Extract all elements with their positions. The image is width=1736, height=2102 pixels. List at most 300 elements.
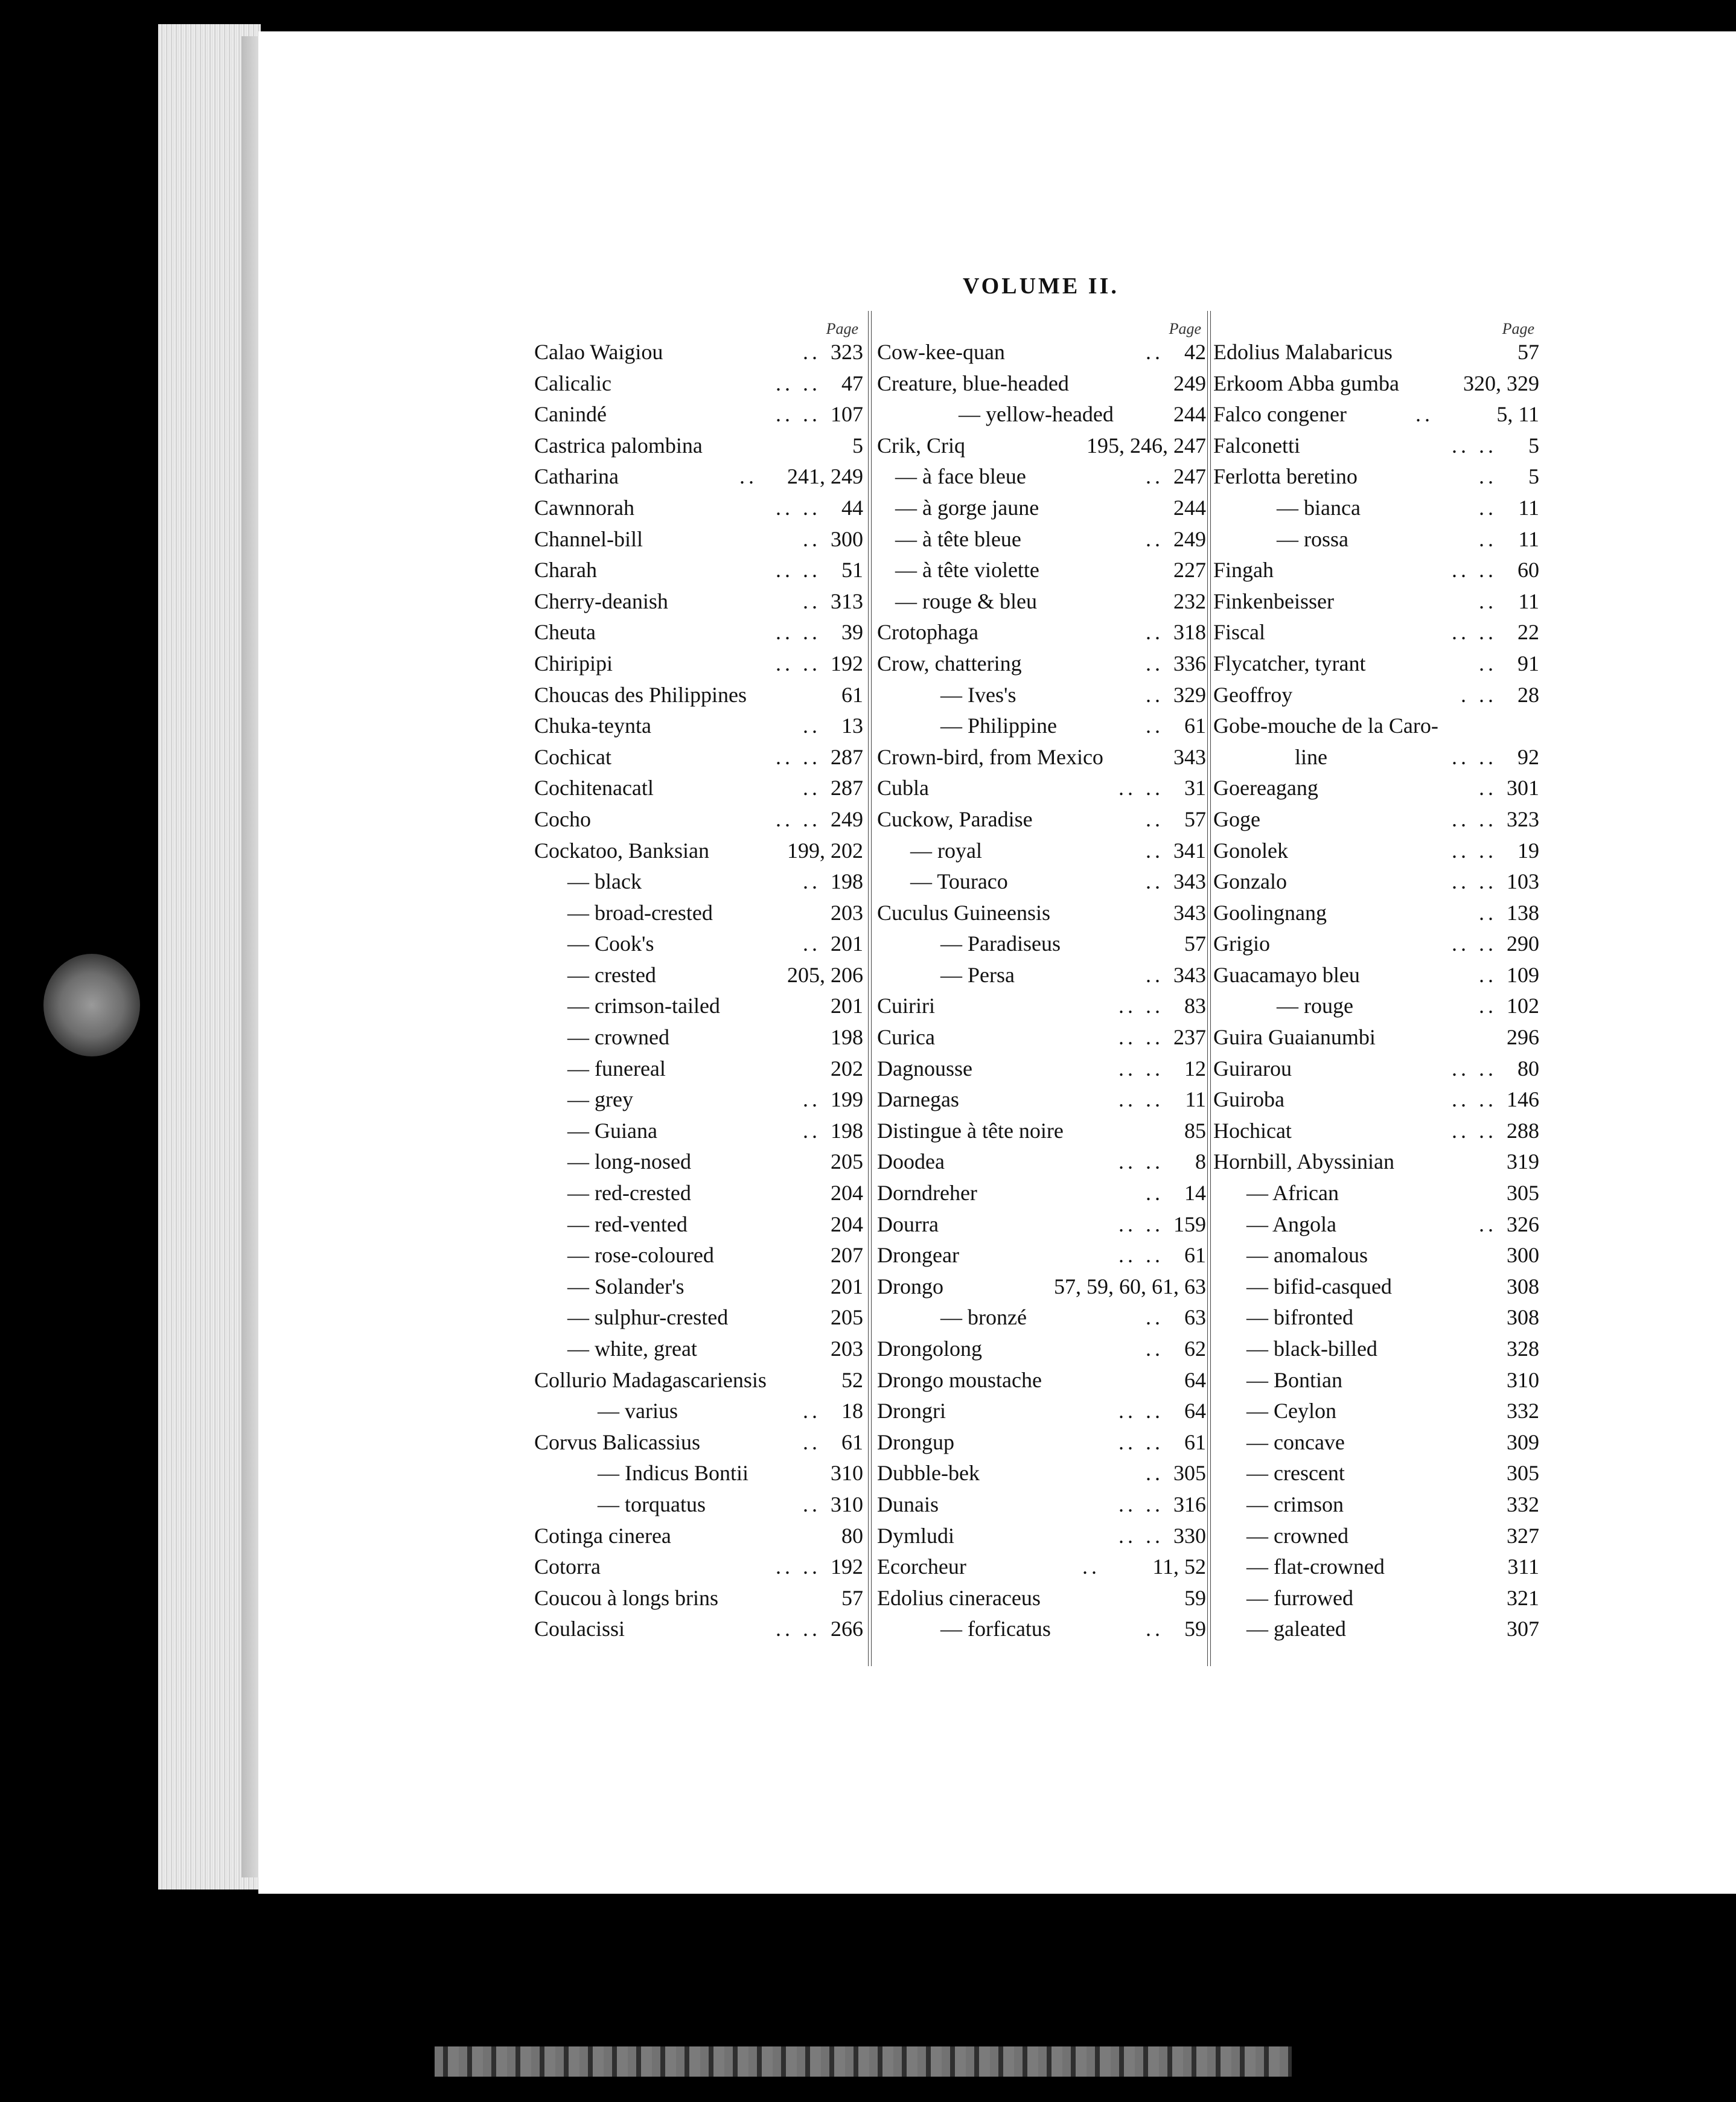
- entry-term: Cocho: [534, 807, 591, 831]
- entry-term: Geoffroy: [1213, 682, 1293, 707]
- entry-term: Chuka-teynta: [534, 714, 651, 738]
- index-entry: [534, 617, 863, 648]
- index-entry: [877, 1489, 1206, 1521]
- entry-page-number: 310: [1507, 1367, 1539, 1392]
- index-entry: [1213, 928, 1539, 960]
- entry-term: — à tête bleue: [895, 526, 1021, 551]
- entry-page-number: 138: [1507, 900, 1539, 925]
- index-entry: [1213, 1365, 1539, 1396]
- entry-page-number: 57: [1517, 340, 1539, 364]
- leader-dots: .. ..: [1119, 1056, 1164, 1081]
- entry-term: Gonolek: [1213, 838, 1288, 863]
- leader-dots: . ..: [1461, 682, 1497, 707]
- entry-page-number: 232: [1173, 589, 1206, 613]
- index-entry: [534, 1084, 863, 1116]
- entry-page-number: 109: [1507, 962, 1539, 987]
- leader-dots: ..: [1146, 1305, 1164, 1330]
- leader-dots: ..: [803, 1118, 821, 1143]
- index-entry: [534, 866, 863, 898]
- leader-dots: .. ..: [1119, 994, 1164, 1018]
- entry-term: Canindé: [534, 402, 607, 427]
- entry-term: Cuiriri: [877, 994, 935, 1018]
- index-entry: [534, 430, 863, 462]
- entry-term: — black-billed: [1246, 1337, 1377, 1361]
- index-entry: [534, 1396, 863, 1427]
- entry-term: Gobe-mouche de la Caro-: [1213, 714, 1438, 738]
- entry-term: Dymludi: [877, 1523, 955, 1548]
- index-entry: [1213, 898, 1539, 929]
- entry-term: Dourra: [877, 1212, 939, 1236]
- index-entry: [534, 586, 863, 618]
- leader-dots: ..: [803, 589, 821, 613]
- entry-term: Drongolong: [877, 1337, 982, 1361]
- leader-dots: ..: [1479, 651, 1497, 676]
- entry-term: — concave: [1246, 1430, 1345, 1454]
- index-entry: [534, 1365, 863, 1396]
- index-entry: [877, 368, 1206, 400]
- entry-page-number: 31: [1184, 776, 1206, 800]
- index-entry: [1213, 1022, 1539, 1053]
- leader-dots: .. ..: [1452, 1118, 1497, 1143]
- leader-dots: ..: [1479, 526, 1497, 551]
- entry-page-number: 14: [1184, 1181, 1206, 1206]
- leader-dots: ..: [1146, 464, 1164, 489]
- entry-page-number: 296: [1507, 1025, 1539, 1050]
- index-entry: [534, 368, 863, 400]
- entry-page-number: 44: [841, 495, 863, 520]
- entry-page-number: 343: [1173, 900, 1206, 925]
- leader-dots: .. ..: [1119, 1149, 1164, 1174]
- index-entry: [1213, 493, 1539, 524]
- entry-page-number: 201: [831, 994, 863, 1018]
- leader-dots: ..: [1479, 464, 1497, 489]
- entry-term: — crimson: [1246, 1492, 1344, 1516]
- entry-term: Hochicat: [1213, 1118, 1292, 1143]
- index-entry: [534, 835, 863, 867]
- entry-page-number: 59: [1184, 1617, 1206, 1641]
- leader-dots: ..: [1082, 1554, 1100, 1579]
- leader-dots: ..: [1146, 526, 1164, 551]
- entry-term: Dubble-bek: [877, 1461, 980, 1486]
- index-entry: [877, 555, 1206, 586]
- index-entry: [534, 960, 863, 991]
- index-entry: [877, 586, 1206, 618]
- index-entry: [1213, 1084, 1539, 1116]
- entry-term: — Ceylon: [1246, 1399, 1336, 1423]
- index-entry: [877, 773, 1206, 804]
- leader-dots: ..: [1146, 1617, 1164, 1641]
- leader-dots: .. ..: [776, 495, 821, 520]
- leader-dots: ..: [803, 1430, 821, 1454]
- entry-term: — crescent: [1246, 1461, 1345, 1486]
- index-entry: [1213, 524, 1539, 555]
- entry-page-number: 205: [831, 1149, 863, 1174]
- entry-term: Cotorra: [534, 1554, 601, 1579]
- entry-term: — white, great: [567, 1337, 697, 1361]
- index-entry: [1213, 742, 1539, 773]
- index-entry: [877, 804, 1206, 835]
- entry-term: — Touraco: [910, 869, 1008, 894]
- leader-dots: ..: [1146, 1337, 1164, 1361]
- index-entry: [1213, 1271, 1539, 1303]
- index-entry: [877, 1271, 1206, 1303]
- entry-page-number: 5: [852, 433, 863, 458]
- entry-page-number: 241, 249: [787, 464, 863, 489]
- entry-term: Fingah: [1213, 558, 1274, 583]
- index-entry: [877, 1146, 1206, 1178]
- index-entry: [1213, 866, 1539, 898]
- index-entry: [534, 1614, 863, 1645]
- index-entry: [534, 1053, 863, 1085]
- leader-dots: .. ..: [1119, 1025, 1164, 1050]
- index-entry: [1213, 617, 1539, 648]
- leader-dots: .. ..: [1452, 931, 1497, 956]
- entry-term: Hornbill, Abyssinian: [1213, 1149, 1395, 1174]
- index-entry: [877, 493, 1206, 524]
- entry-term: Chiripipi: [534, 651, 613, 676]
- entry-page-number: 249: [1173, 526, 1206, 551]
- leader-dots: ..: [1479, 962, 1497, 987]
- index-entry: [1213, 648, 1539, 680]
- leader-dots: .. ..: [776, 402, 821, 427]
- entry-page-number: 195, 246, 247: [1087, 433, 1206, 458]
- index-entry: [534, 1334, 863, 1365]
- entry-page-number: 249: [1173, 371, 1206, 395]
- index-entry: [877, 430, 1206, 462]
- leader-dots: .. ..: [1452, 807, 1497, 831]
- entry-page-number: 11: [1518, 495, 1539, 520]
- entry-page-number: 244: [1173, 402, 1206, 427]
- entry-term: Guiroba: [1213, 1087, 1284, 1112]
- index-entry: [877, 742, 1206, 773]
- index-entry: [877, 991, 1206, 1022]
- entry-term: — flat-crowned: [1246, 1554, 1385, 1579]
- entry-term: — forficatus: [940, 1617, 1051, 1641]
- index-entry: [534, 1271, 863, 1303]
- entry-page-number: 13: [841, 714, 863, 738]
- entry-term: Darnegas: [877, 1087, 959, 1112]
- entry-page-number: 192: [831, 1554, 863, 1579]
- entry-term: — rossa: [1277, 526, 1348, 551]
- entry-term: Cherry-deanish: [534, 589, 668, 613]
- index-entry: [1213, 1240, 1539, 1271]
- entry-term: Goolingnang: [1213, 900, 1327, 925]
- index-entry: [1213, 1116, 1539, 1147]
- index-entry: [877, 711, 1206, 742]
- entry-term: — torquatus: [598, 1492, 706, 1516]
- entry-term: Corvus Balicassius: [534, 1430, 700, 1454]
- entry-term: — varius: [598, 1399, 678, 1423]
- entry-page-number: 92: [1517, 744, 1539, 769]
- leader-dots: ..: [1415, 402, 1434, 427]
- entry-page-number: 57: [841, 1585, 863, 1610]
- index-entry: [1213, 991, 1539, 1022]
- leader-dots: ..: [803, 526, 821, 551]
- index-entry: [1213, 1302, 1539, 1334]
- leader-dots: .. ..: [1119, 776, 1164, 800]
- entry-term: — Angola: [1246, 1212, 1336, 1236]
- entry-page-number: 59: [1184, 1585, 1206, 1610]
- entry-page-number: 5: [1528, 464, 1539, 489]
- index-entry: [1213, 1614, 1539, 1645]
- entry-term: Curica: [877, 1025, 935, 1050]
- entry-term: Cuculus Guineensis: [877, 900, 1050, 925]
- entry-page-number: 199: [831, 1087, 863, 1112]
- leader-dots: ..: [1146, 620, 1164, 645]
- entry-term: Guira Guaianumbi: [1213, 1025, 1376, 1050]
- leader-dots: .. ..: [776, 651, 821, 676]
- entry-term: Gonzalo: [1213, 869, 1287, 894]
- entry-page-number: 28: [1517, 682, 1539, 707]
- index-entry: [534, 1146, 863, 1178]
- entry-term: — Cook's: [567, 931, 654, 956]
- leader-dots: .. ..: [776, 807, 821, 831]
- entry-term: Distingue à tête noire: [877, 1118, 1064, 1143]
- index-entry: [534, 1240, 863, 1271]
- entry-page-number: 91: [1517, 651, 1539, 676]
- index-column-1: [534, 320, 863, 1645]
- index-entry: [534, 991, 863, 1022]
- entry-page-number: 102: [1507, 994, 1539, 1018]
- entry-term: — bifronted: [1246, 1305, 1353, 1330]
- index-entry: [877, 1396, 1206, 1427]
- index-entry: [534, 711, 863, 742]
- entry-page-number: 310: [831, 1492, 863, 1516]
- leader-dots: ..: [803, 869, 821, 894]
- entry-term: — red-vented: [567, 1212, 688, 1236]
- entry-page-number: 308: [1507, 1305, 1539, 1330]
- index-entry: [877, 1521, 1206, 1552]
- entry-term: Crow, chattering: [877, 651, 1022, 676]
- index-entry: [1213, 835, 1539, 867]
- entry-term: Finkenbeisser: [1213, 589, 1334, 613]
- entry-term: Grigio: [1213, 931, 1270, 956]
- entry-page-number: 203: [831, 900, 863, 925]
- entry-page-number: 316: [1173, 1492, 1206, 1516]
- leader-dots: .. ..: [1119, 1492, 1164, 1516]
- entry-page-number: 63: [1184, 1305, 1206, 1330]
- index-entry: [877, 1551, 1206, 1583]
- index-entry: [534, 1209, 863, 1241]
- page-column-label: Page: [826, 320, 858, 337]
- leader-dots: .. ..: [1452, 558, 1497, 583]
- entry-page-number: 287: [831, 776, 863, 800]
- entry-page-number: 80: [841, 1523, 863, 1548]
- leader-dots: ..: [803, 1087, 821, 1112]
- index-entry: [877, 898, 1206, 929]
- entry-term: — rose-coloured: [567, 1243, 714, 1268]
- index-entry: [877, 461, 1206, 493]
- entry-term: — broad-crested: [567, 900, 713, 925]
- leader-dots: ..: [803, 931, 821, 956]
- leader-dots: ..: [1146, 1181, 1164, 1206]
- index-entry: [877, 1053, 1206, 1085]
- index-entry: [877, 1302, 1206, 1334]
- entry-term: — anomalous: [1246, 1243, 1368, 1268]
- entry-page-number: 290: [1507, 931, 1539, 956]
- leader-dots: ..: [739, 464, 758, 489]
- entry-term: Drongri: [877, 1399, 946, 1423]
- index-entry: [534, 1489, 863, 1521]
- entry-page-number: 323: [1507, 807, 1539, 831]
- index-entry: [877, 1458, 1206, 1489]
- entry-term: — African: [1246, 1181, 1339, 1206]
- entry-page-number: 310: [831, 1461, 863, 1486]
- index-entry: [534, 1116, 863, 1147]
- entry-term: — galeated: [1246, 1617, 1346, 1641]
- entry-term: Coulacissi: [534, 1617, 625, 1641]
- entry-term: Cochicat: [534, 744, 611, 769]
- entry-page-number: 305: [1507, 1181, 1539, 1206]
- leader-dots: .. ..: [1119, 1523, 1164, 1548]
- entry-term: — bianca: [1277, 495, 1361, 520]
- index-entry: [534, 1302, 863, 1334]
- entry-term: Falconetti: [1213, 433, 1300, 458]
- entry-page-number: 287: [831, 744, 863, 769]
- index-entry: [534, 1521, 863, 1552]
- index-column-2: [877, 320, 1206, 1645]
- index-entry: [1213, 1178, 1539, 1209]
- leader-dots: .. ..: [1452, 1087, 1497, 1112]
- index-entry: [1213, 1427, 1539, 1458]
- index-entry: [534, 1551, 863, 1583]
- index-entry: [877, 337, 1206, 368]
- entry-term: Castrica palombina: [534, 433, 703, 458]
- entry-page-number: 247: [1173, 464, 1206, 489]
- entry-page-number: 308: [1507, 1274, 1539, 1299]
- entry-page-number: 61: [841, 682, 863, 707]
- entry-term: — funereal: [567, 1056, 666, 1081]
- entry-page-number: 332: [1507, 1399, 1539, 1423]
- entry-page-number: 5: [1528, 433, 1539, 458]
- entry-term: Drongup: [877, 1430, 954, 1454]
- entry-term: line: [1295, 744, 1327, 769]
- index-entry: [534, 898, 863, 929]
- leader-dots: .. ..: [1119, 1212, 1164, 1236]
- entry-page-number: 309: [1507, 1430, 1539, 1454]
- entry-page-number: 5, 11: [1496, 402, 1539, 427]
- index-entry: [1213, 1458, 1539, 1489]
- entry-term: Cubla: [877, 776, 929, 800]
- index-entry: [1213, 430, 1539, 462]
- entry-term: — rouge & bleu: [895, 589, 1037, 613]
- entry-page-number: 207: [831, 1243, 863, 1268]
- entry-page-number: 343: [1173, 869, 1206, 894]
- entry-page-number: 205: [831, 1305, 863, 1330]
- leader-dots: ..: [1146, 714, 1164, 738]
- entry-page-number: 330: [1173, 1523, 1206, 1548]
- index-entry: [877, 1427, 1206, 1458]
- leader-dots: .. ..: [776, 371, 821, 395]
- entry-page-number: 321: [1507, 1585, 1539, 1610]
- entry-term: — crested: [567, 962, 656, 987]
- entry-term: — furrowed: [1246, 1585, 1353, 1610]
- entry-term: — crowned: [567, 1025, 669, 1050]
- index-entry: [877, 1116, 1206, 1147]
- entry-page-number: 288: [1507, 1118, 1539, 1143]
- entry-term: — grey: [567, 1087, 633, 1112]
- index-entry: [534, 524, 863, 555]
- index-entry: [534, 1458, 863, 1489]
- entry-page-number: 329: [1173, 682, 1206, 707]
- entry-page-number: 300: [1507, 1243, 1539, 1268]
- entry-term: Choucas des Philippines: [534, 682, 747, 707]
- entry-page-number: 300: [831, 526, 863, 551]
- index-entry: [1213, 1489, 1539, 1521]
- entry-term: Drongo: [877, 1274, 943, 1299]
- index-entry: [1213, 368, 1539, 400]
- entry-page-number: 11, 52: [1152, 1554, 1206, 1579]
- entry-term: Cawnnorah: [534, 495, 634, 520]
- entry-page-number: 313: [831, 589, 863, 613]
- entry-page-number: 227: [1173, 558, 1206, 583]
- column-divider: [868, 311, 872, 1666]
- entry-term: — rouge: [1277, 994, 1353, 1018]
- entry-term: — Bontian: [1246, 1367, 1342, 1392]
- entry-term: Crown-bird, from Mexico: [877, 744, 1103, 769]
- leader-dots: .. ..: [776, 558, 821, 583]
- entry-term: Crotophaga: [877, 620, 978, 645]
- entry-term: Goge: [1213, 807, 1260, 831]
- entry-page-number: 204: [831, 1181, 863, 1206]
- leader-dots: ..: [803, 340, 821, 364]
- entry-term: Cuckow, Paradise: [877, 807, 1033, 831]
- leader-dots: .. ..: [1452, 744, 1497, 769]
- entry-page-number: 307: [1507, 1617, 1539, 1641]
- index-entry: [877, 524, 1206, 555]
- entry-page-number: 57, 59, 60, 61, 63: [1054, 1274, 1206, 1299]
- entry-term: — red-crested: [567, 1181, 691, 1206]
- entry-term: — bronzé: [940, 1305, 1027, 1330]
- entry-page-number: 326: [1507, 1212, 1539, 1236]
- entry-term: Dunais: [877, 1492, 939, 1516]
- index-entry: [877, 617, 1206, 648]
- page-column-label: Page: [1502, 320, 1534, 337]
- entry-page-number: 12: [1184, 1056, 1206, 1081]
- entry-term: — crimson-tailed: [567, 994, 720, 1018]
- entry-page-number: 159: [1173, 1212, 1206, 1236]
- entry-page-number: 318: [1173, 620, 1206, 645]
- index-entry: [1213, 804, 1539, 835]
- entry-page-number: 51: [841, 558, 863, 583]
- index-entry: [877, 960, 1206, 991]
- index-entry: [1213, 680, 1539, 711]
- book-bottom-edge: [435, 2046, 1292, 2077]
- entry-term: — à tête violette: [895, 558, 1039, 583]
- leader-dots: ..: [803, 1492, 821, 1516]
- leader-dots: ..: [1479, 994, 1497, 1018]
- entry-page-number: 19: [1517, 838, 1539, 863]
- entry-term: Cheuta: [534, 620, 596, 645]
- leader-dots: .. ..: [776, 1554, 821, 1579]
- leader-dots: ..: [1146, 340, 1164, 364]
- entry-term: Falco congener: [1213, 402, 1347, 427]
- entry-term: — Guiana: [567, 1118, 657, 1143]
- entry-page-number: 266: [831, 1617, 863, 1641]
- leader-dots: ..: [1146, 962, 1164, 987]
- entry-term: — black: [567, 869, 642, 894]
- entry-term: Guirarou: [1213, 1056, 1292, 1081]
- entry-page-number: 202: [831, 1056, 863, 1081]
- index-entry: [1213, 1551, 1539, 1583]
- index-entry: [534, 399, 863, 430]
- entry-term: Crik, Criq: [877, 433, 966, 458]
- entry-term: — Ives's: [940, 682, 1016, 707]
- scan-blot-mark: [43, 954, 140, 1056]
- leader-dots: .. ..: [776, 620, 821, 645]
- entry-term: Edolius cineraceus: [877, 1585, 1041, 1610]
- entry-term: Erkoom Abba gumba: [1213, 371, 1399, 395]
